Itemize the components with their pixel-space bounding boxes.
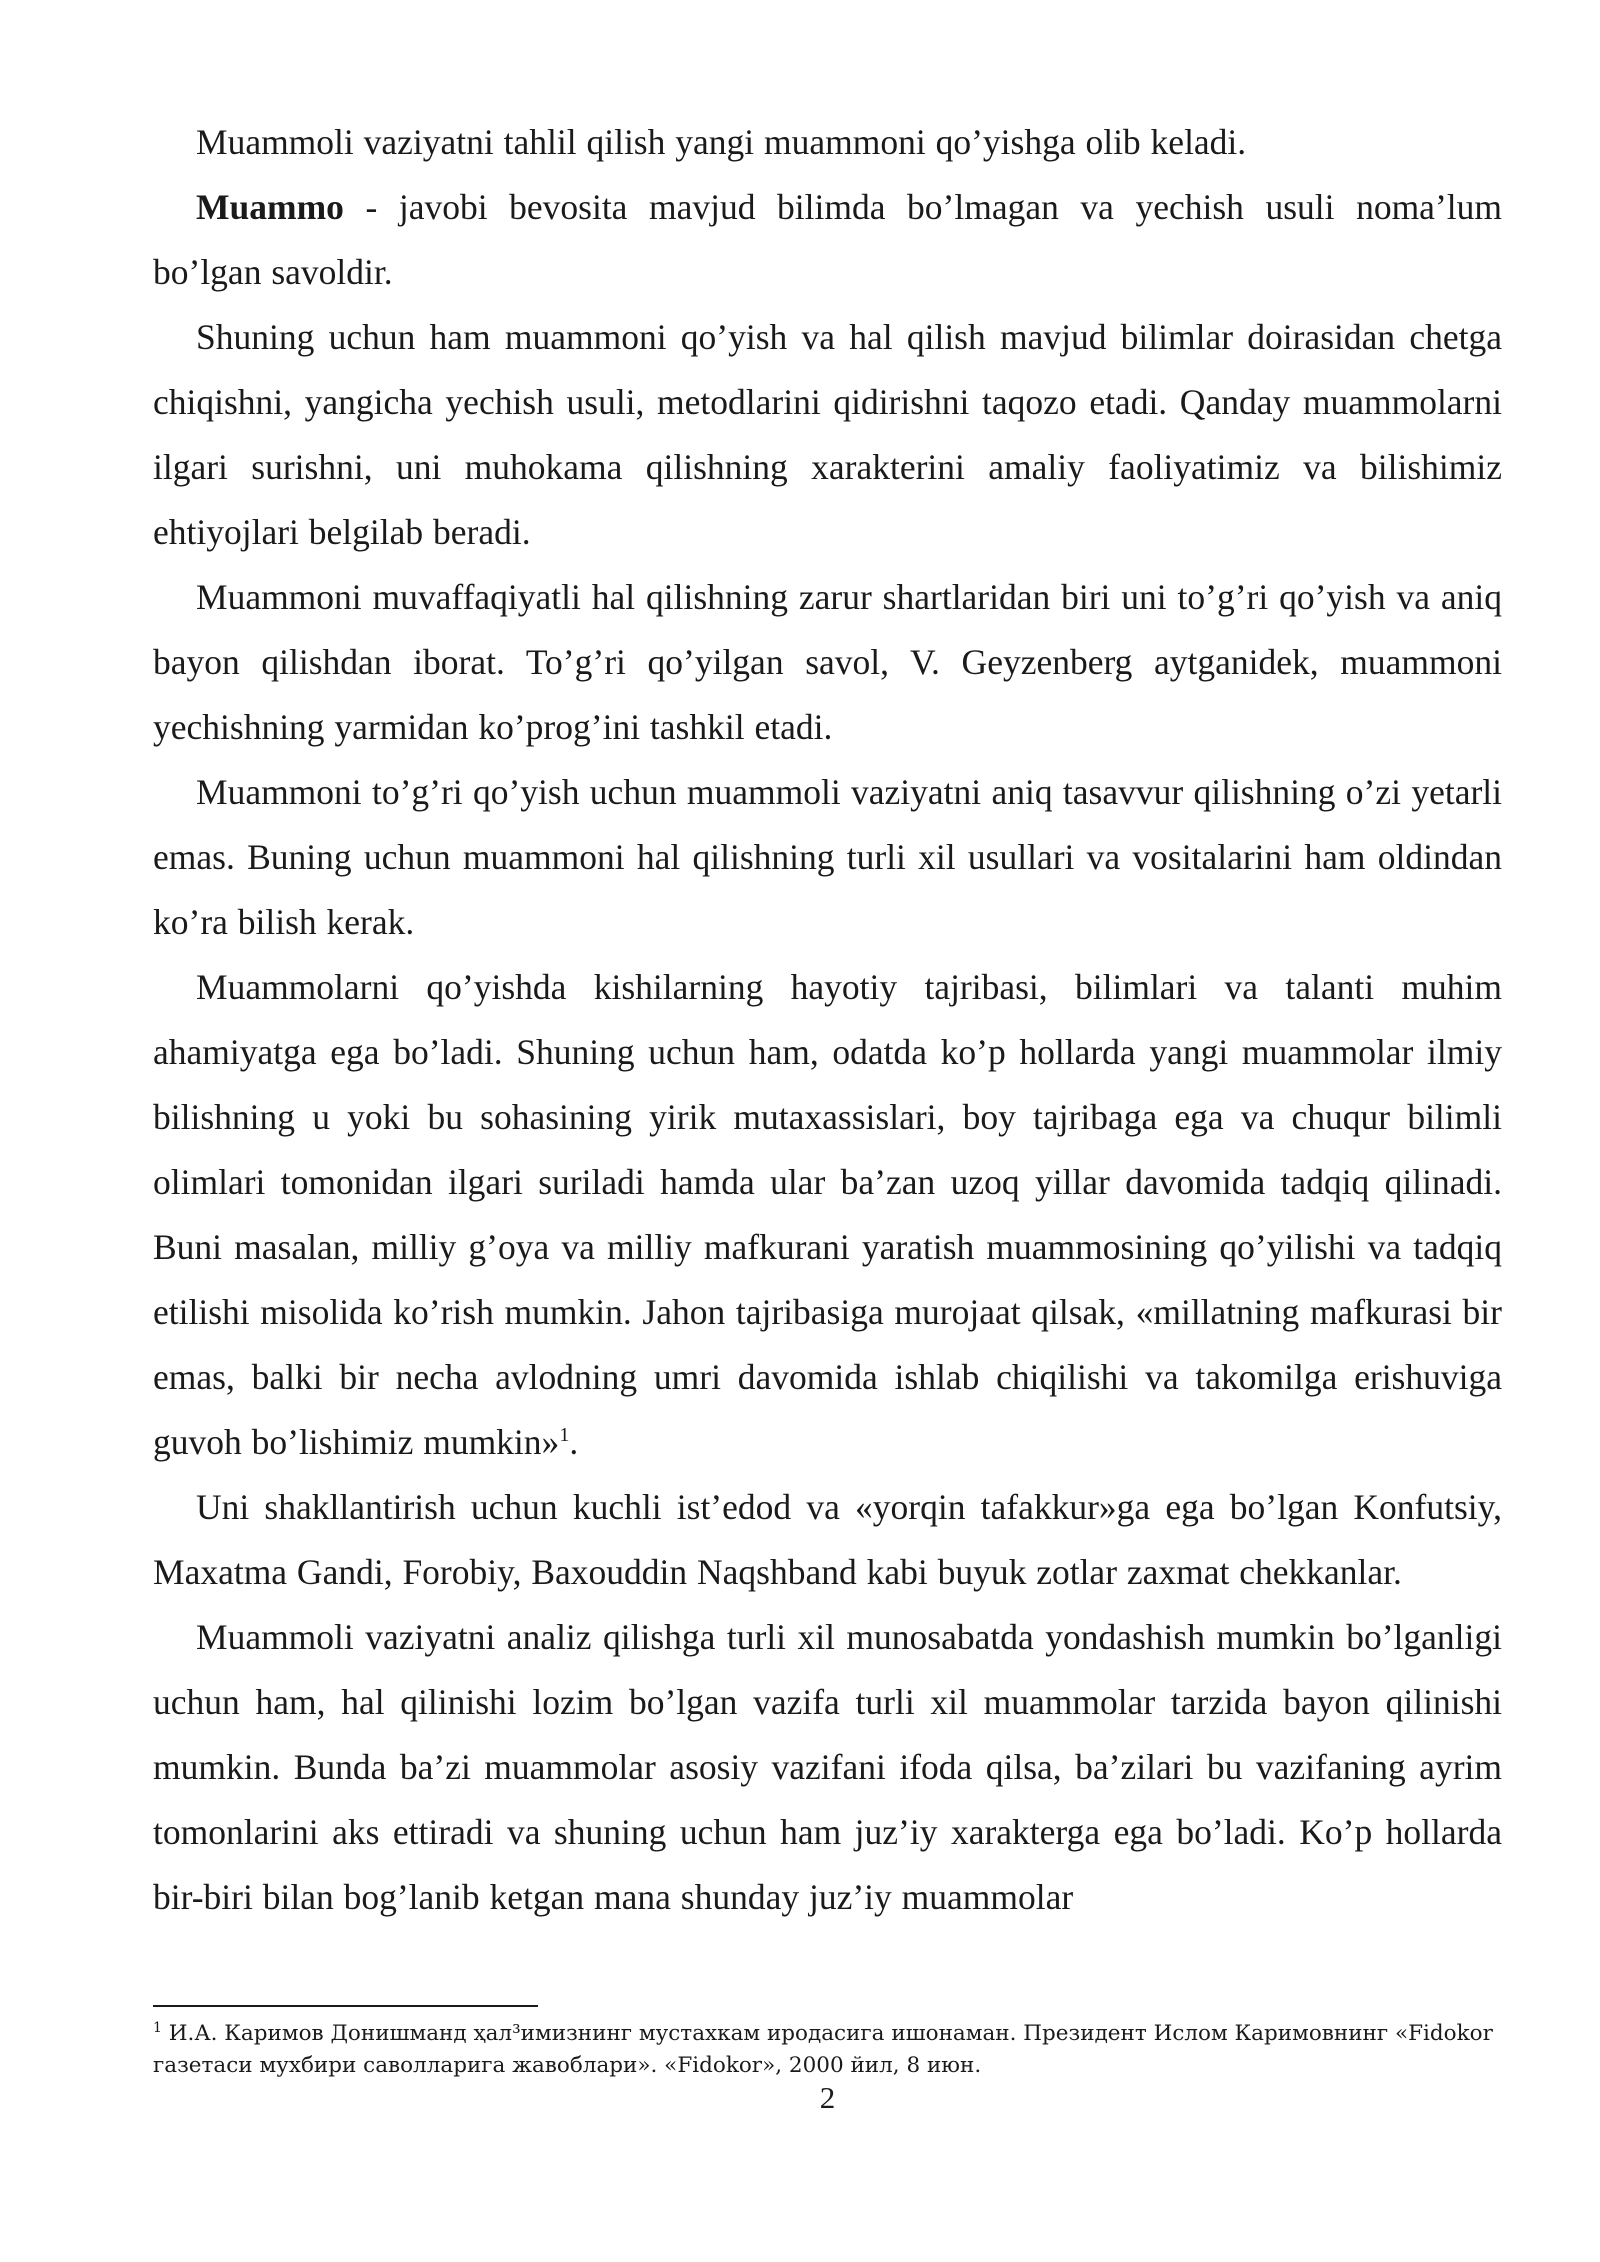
paragraph-8 [153,1605,1502,1930]
paragraph-text: Shuning uchun ham muammoni qo’yish va hal qilish mavjud bilimlar doirasidan chetga chiqishni, yangicha yechish usuli, metodlarini qidirishni taqozo etadi. Qanday muammolarni ilgari surishni, uni muhokama qilishning xarakterini amaliy faoliyatimiz va bilishimiz ehtiyojlari belgilab beradi. [153,317,1502,552]
paragraph-text: Muammoni muvaffaqiyatli hal qilishning zarur shartlaridan biri uni to’g’ri qo’yish va aniq bayon qilishdan iborat. To’g’ri qo’yilgan savol, V. Geyzenberg aytganidek, muammoni yechishning yarmidan ko’prog’ini tashkil etadi. [153,577,1502,747]
paragraph-text: Uni shakllantirish uchun kuchli ist’edod va «yorqin tafakkur»ga ega bo’lgan Konfutsiy, Maxatma Gandi, Forobiy, Baxouddin Naqshband kabi buyuk zotlar zaxmat chekkanlar. [153,1487,1502,1592]
paragraph-4 [153,565,1502,760]
paragraph-text: Muammoli vaziyatni analiz qilishga turli xil munosabatda yondashish mumkin bo’lganligi uchun ham, hal qilinishi lozim bo’lgan vazifa turli xil muammolar tarzida bayon qilinishi mumkin. Bunda ba’zi muammolar asosiy vazifani ifoda qilsa, ba’zilari bu vazifaning ayrim tomonlarini aks ettiradi va shuning uchun ham juz’iy xarakterga ega bo’ladi. Ko’p hollarda bir-biri bilan bog’lanib ketgan mana shunday juz’iy muammolar [153,1617,1502,1917]
footnote-separator [153,2005,538,2007]
paragraph-text: Muammolarni qo’yishda kishilarning hayotiy tajribasi, bilimlari va talanti muhim ahamiyatga ega bo’ladi. Shuning uchun ham, odatda ko’p hollarda yangi muammolar ilmiy bilishning u yoki bu sohasining yirik mutaxassislari, boy tajribaga ega va chuqur bilimli olimlari tomonidan ilgari suriladi hamda ular ba’zan uzoq yillar davomida tadqiq qilinadi. Buni masalan, milliy g’oya va milliy mafkurani yaratish muammosining qo’yilishi va tadqiq etilishi misolida ko’rish mumkin. Jahon tajribasiga murojaat qilsak, «millatning mafkurasi bir emas, balki bir necha avlodning umri davomida ishlab chiqilishi va takomilga erishuviga guvoh bo’lishimiz mumkin» [153,967,1502,1462]
footnote-reference[interactable]: 1 [559,1424,570,1447]
paragraph-6 [153,955,1502,1475]
paragraph-7 [153,1475,1502,1605]
footnote-text: И.А. Каримов Донишманд ҳал³имизнинг мустахкам иродасига ишонаман. Президент Ислом Каримовнинг «Fidokor газетаси мухбири саволларига жавоблари». «Fidokor», 2000 йил, 8 июн. [153,2021,1493,2078]
paragraph-text: Muammoni to’g’ri qo’yish uchun muammoli vaziyatni aniq tasavvur qilishning o’zi yetarli emas. Buning uchun muammoni hal qilishning turli xil usullari va vositalarini ham oldindan ko’ra bilish kerak. [153,772,1502,942]
paragraph-5 [153,760,1502,955]
paragraph-1 [153,110,1502,175]
paragraph-2 [153,175,1502,305]
footnote-marker: 1 [153,2019,162,2036]
defined-term: Muammo [196,187,344,227]
paragraph-3 [153,305,1502,565]
paragraph-text: Muammoli vaziyatni tahlil qilish yangi muammoni qo’yishga olib keladi. [196,122,1247,162]
document-body [153,110,1502,1930]
paragraph-tail: . [569,1422,579,1462]
page-number: 2 [819,2080,836,2115]
footnote [153,2018,1502,2082]
paragraph-text: - javobi bevosita mavjud bilimda bo’lmagan va yechish usuli noma’lum bo’lgan savoldir. [153,187,1502,292]
